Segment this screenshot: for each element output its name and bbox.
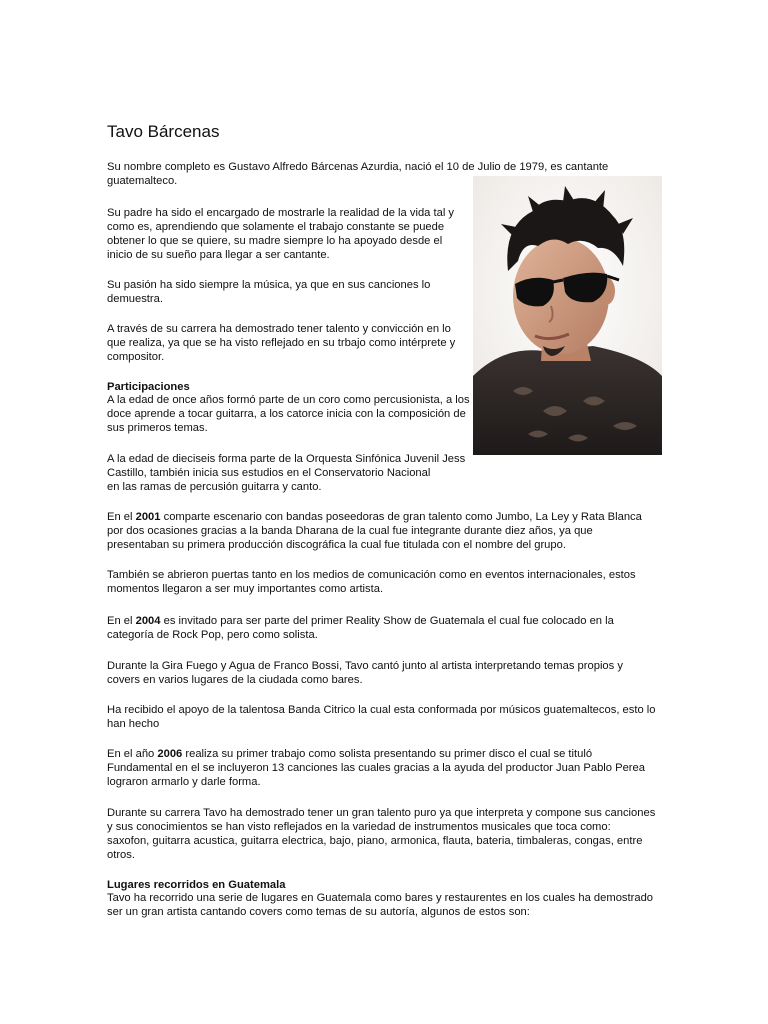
lugares-heading: Lugares recorridos en Guatemala — [107, 879, 286, 891]
media-paragraph: También se abrieron puertas tanto en los medios de comunicación como en eventos internacionales, estos momentos llegaron a ser muy importantes como artista. — [107, 569, 636, 595]
page-title: Tavo Bárcenas — [107, 122, 220, 141]
instruments-paragraph: Durante su carrera Tavo ha demostrado tener un gran talento puro ya que interpreta y compone sus canciones y sus conocimientos se han visto reflejados en la variedad de instrumentos musicales que toca como: saxofon, guitarra acustica, guitarra electrica, bajo, piano, armonica, flauta, bateria, timbaleras, congas, entre otros. — [107, 807, 656, 861]
text-body: comparte escenario con bandas poseedoras de gran talento como Jumbo, La Ley y Rata Blanca por dos ocasiones gracias a la banda Dharana de la cual fue integrante durante diez años, ya que presentaban su primera producción discográfica la cual fue titulada con el nombre del grupo. — [107, 511, 642, 551]
text-prefix: En el año — [107, 748, 158, 760]
eleven-paragraph: A la edad de once años formó parte de un coro como percusionista, a los doce aprende a tocar guitarra, a los catorce inicia con la composición de sus primeros temas. — [107, 394, 470, 434]
sixteen-paragraph: A la edad de dieciseis forma parte de la Orquesta Sinfónica Juvenil Jess Castillo, también inicia sus estudios en el Conservatorio Nacional en las ramas de percusión guitarra y canto. — [107, 453, 466, 493]
gira-paragraph: Durante la Gira Fuego y Agua de Franco Bossi, Tavo cantó junto al artista interpretando temas propios y covers en varios lugares de la ciudada como bares. — [107, 660, 623, 686]
text-body: realiza su primer trabajo como solista presentando su primer disco el cual se tituló Fundamental en el se incluyeron 13 canciones las cuales gracias a la ayuda del productor Juan Pablo Perea lograron armarlo y darle forma. — [107, 748, 645, 788]
paragraph-2001 — [107, 510, 642, 552]
participaciones-heading: Participaciones — [107, 381, 190, 393]
paragraph-2006 — [107, 747, 645, 789]
year-2004: 2004 — [135, 615, 161, 627]
career-paragraph: A través de su carrera ha demostrado tener talento y convicción en lo que realiza, ya que se ha visto reflejado en su trbajo como intérprete y compositor. — [107, 323, 456, 363]
lugares-paragraph: Tavo ha recorrido una serie de lugares en Guatemala como bares y restaurentes en los cuales ha demostrado ser un gran artista cantando covers como temas de su autoría, algunos de estos son: — [107, 892, 654, 918]
text-prefix: En el — [107, 511, 136, 523]
intro-paragraph: Su nombre completo es Gustavo Alfredo Bárcenas Azurdia, nació el 10 de Julio de 1979, es cantante guatemalteco. — [107, 161, 609, 187]
paragraph-2004 — [107, 614, 614, 642]
passion-paragraph: Su pasión ha sido siempre la música, ya que en sus canciones lo demuestra. — [107, 279, 431, 305]
citrico-paragraph: Ha recibido el apoyo de la talentosa Banda Citrico la cual esta conformada por músicos guatemaltecos, esto lo han hecho — [107, 704, 656, 730]
year-2006: 2006 — [157, 748, 183, 760]
text-body: es invitado para ser parte del primer Reality Show de Guatemala el cual fue colocado en la categoría de Rock Pop, pero como solista. — [107, 615, 614, 641]
father-paragraph: Su padre ha sido el encargado de mostrarle la realidad de la vida tal y como es, aprendiendo que solamente el trabajo constante se puede obtener lo que se quiere, su madre siempre lo ha apoyado desde el inicio de su sueño para llegar a ser cantante. — [107, 207, 455, 261]
portrait-image — [473, 176, 662, 455]
portrait-photo — [473, 176, 662, 455]
year-2001: 2001 — [135, 511, 161, 523]
text-prefix: En el — [107, 615, 136, 627]
